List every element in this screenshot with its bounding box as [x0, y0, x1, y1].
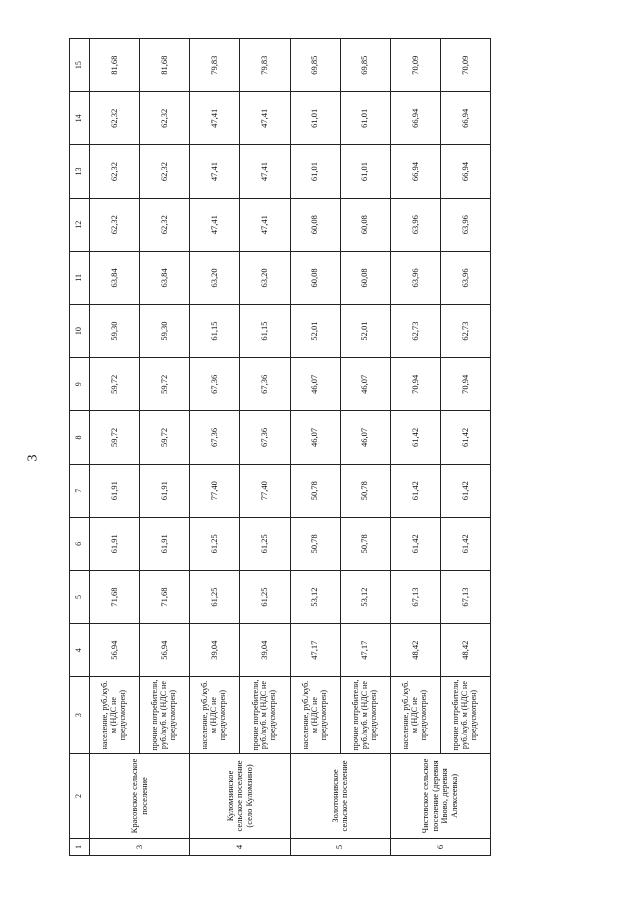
column-number-header: 11: [70, 251, 90, 304]
tariff-value-cell: 62,73: [390, 304, 440, 357]
tariff-value-cell: 61,42: [390, 464, 440, 517]
tariff-value-cell: 47,41: [190, 198, 240, 251]
tariff-value-cell: 63,96: [390, 198, 440, 251]
column-number-header: 3: [70, 677, 90, 754]
column-number-header: 5: [70, 570, 90, 623]
tariff-value-cell: 47,41: [240, 145, 290, 198]
column-number-header: 9: [70, 358, 90, 411]
column-number-header: 8: [70, 411, 90, 464]
tariff-value-cell: 46,07: [290, 358, 340, 411]
tariff-value-cell: 66,94: [390, 145, 440, 198]
tariff-value-cell: 53,12: [340, 570, 390, 623]
row-index-cell: 3: [90, 838, 190, 855]
consumer-category-cell: прочие потребители, руб./куб. м (НДС не предусмотрен): [240, 677, 290, 754]
column-number-header: 15: [70, 39, 90, 92]
tariff-value-cell: 71,68: [90, 570, 140, 623]
tariff-value-cell: 53,12: [290, 570, 340, 623]
tariff-value-cell: 66,94: [390, 92, 440, 145]
tariff-value-cell: 61,25: [190, 570, 240, 623]
tariff-value-cell: 61,42: [390, 517, 440, 570]
row-index-cell: 6: [390, 838, 490, 855]
row-index-cell: 4: [190, 838, 290, 855]
tariff-value-cell: 62,32: [90, 198, 140, 251]
tariff-value-cell: 61,42: [440, 517, 490, 570]
tariff-value-cell: 70,09: [440, 39, 490, 92]
table-row: [240, 39, 290, 856]
tariff-value-cell: 56,94: [90, 624, 140, 677]
tariff-value-cell: 61,01: [290, 92, 340, 145]
tariff-value-cell: 69,85: [290, 39, 340, 92]
tariff-value-cell: 63,84: [140, 251, 190, 304]
tariff-value-cell: 61,42: [440, 411, 490, 464]
tariff-value-cell: 62,73: [440, 304, 490, 357]
tariff-value-cell: 61,91: [140, 464, 190, 517]
tariff-table: [69, 38, 491, 856]
rotated-table-container: [69, 38, 491, 856]
consumer-category-cell: население, руб./куб. м (НДС не предусмотрен): [390, 677, 440, 754]
tariff-value-cell: 47,17: [340, 624, 390, 677]
tariff-value-cell: 67,36: [240, 358, 290, 411]
tariff-value-cell: 59,72: [140, 411, 190, 464]
settlement-name-cell: Красовское сельское поселение: [90, 753, 190, 838]
tariff-value-cell: 50,78: [290, 517, 340, 570]
tariff-value-cell: 56,94: [140, 624, 190, 677]
tariff-value-cell: 77,40: [240, 464, 290, 517]
tariff-value-cell: 50,78: [340, 464, 390, 517]
settlement-name-cell: Куломзинское сельское поселение (село Куломзино): [190, 753, 290, 838]
tariff-value-cell: 63,96: [390, 251, 440, 304]
tariff-value-cell: 60,08: [340, 198, 390, 251]
tariff-value-cell: 59,72: [90, 358, 140, 411]
tariff-value-cell: 59,72: [140, 358, 190, 411]
column-number-header: 4: [70, 624, 90, 677]
tariff-value-cell: 60,08: [340, 251, 390, 304]
tariff-value-cell: 62,32: [90, 145, 140, 198]
tariff-value-cell: 62,32: [140, 92, 190, 145]
tariff-value-cell: 61,01: [340, 92, 390, 145]
consumer-category-cell: прочие потребители, руб./куб. м (НДС не предусмотрен): [340, 677, 390, 754]
tariff-value-cell: 62,32: [140, 198, 190, 251]
table-row: [440, 39, 490, 856]
tariff-value-cell: 50,78: [290, 464, 340, 517]
tariff-value-cell: 61,91: [90, 517, 140, 570]
tariff-value-cell: 61,25: [190, 517, 240, 570]
tariff-value-cell: 46,07: [340, 411, 390, 464]
tariff-value-cell: 60,08: [290, 198, 340, 251]
tariff-value-cell: 63,20: [240, 251, 290, 304]
tariff-value-cell: 63,84: [90, 251, 140, 304]
tariff-value-cell: 61,15: [190, 304, 240, 357]
tariff-value-cell: 47,41: [240, 92, 290, 145]
tariff-value-cell: 63,96: [440, 198, 490, 251]
consumer-category-cell: население, руб./куб. м (НДС не предусмотрен): [290, 677, 340, 754]
tariff-value-cell: 67,36: [190, 411, 240, 464]
tariff-value-cell: 70,09: [390, 39, 440, 92]
tariff-value-cell: 77,40: [190, 464, 240, 517]
tariff-value-cell: 66,94: [440, 92, 490, 145]
tariff-value-cell: 61,25: [240, 570, 290, 623]
tariff-value-cell: 61,91: [90, 464, 140, 517]
tariff-value-cell: 50,78: [340, 517, 390, 570]
column-number-header: 7: [70, 464, 90, 517]
tariff-value-cell: 47,17: [290, 624, 340, 677]
tariff-value-cell: 61,42: [440, 464, 490, 517]
column-number-header: 13: [70, 145, 90, 198]
tariff-value-cell: 59,72: [90, 411, 140, 464]
table-row: [290, 39, 340, 856]
tariff-value-cell: 79,83: [190, 39, 240, 92]
tariff-value-cell: 71,68: [140, 570, 190, 623]
column-number-header: 1: [70, 838, 90, 855]
table-row: [340, 39, 390, 856]
tariff-value-cell: 52,01: [340, 304, 390, 357]
tariff-value-cell: 63,96: [440, 251, 490, 304]
table-row: [90, 39, 140, 856]
tariff-value-cell: 60,08: [290, 251, 340, 304]
column-number-header: 12: [70, 198, 90, 251]
table-row: [390, 39, 440, 856]
tariff-value-cell: 67,36: [240, 411, 290, 464]
tariff-value-cell: 70,94: [390, 358, 440, 411]
row-index-cell: 5: [290, 838, 390, 855]
consumer-category-cell: население, руб./куб. м (НДС не предусмотрен): [190, 677, 240, 754]
tariff-value-cell: 66,94: [440, 145, 490, 198]
tariff-value-cell: 61,25: [240, 517, 290, 570]
settlement-name-cell: Золотонивское сельское поселение: [290, 753, 390, 838]
tariff-value-cell: 46,07: [340, 358, 390, 411]
tariff-value-cell: 61,01: [290, 145, 340, 198]
tariff-value-cell: 70,94: [440, 358, 490, 411]
tariff-value-cell: 81,68: [140, 39, 190, 92]
tariff-value-cell: 79,83: [240, 39, 290, 92]
tariff-value-cell: 47,41: [190, 92, 240, 145]
tariff-value-cell: 59,30: [90, 304, 140, 357]
tariff-value-cell: 62,32: [140, 145, 190, 198]
column-number-header: 14: [70, 92, 90, 145]
tariff-value-cell: 69,85: [340, 39, 390, 92]
tariff-value-cell: 61,42: [390, 411, 440, 464]
table-row: [140, 39, 190, 856]
tariff-value-cell: 67,36: [190, 358, 240, 411]
column-number-header: 2: [70, 753, 90, 838]
consumer-category-cell: население, руб./куб. м (НДС не предусмотрен): [90, 677, 140, 754]
tariff-value-cell: 61,15: [240, 304, 290, 357]
column-number-header: 6: [70, 517, 90, 570]
consumer-category-cell: прочие потребители, руб./куб. м (НДС не предусмотрен): [140, 677, 190, 754]
tariff-value-cell: 62,32: [90, 92, 140, 145]
settlement-name-cell: Чистовское сельское поселение (деревня Ивово, деревня Алексеевка): [390, 753, 490, 838]
tariff-value-cell: 59,30: [140, 304, 190, 357]
table-row: [190, 39, 240, 856]
tariff-value-cell: 47,41: [240, 198, 290, 251]
tariff-value-cell: 52,01: [290, 304, 340, 357]
tariff-value-cell: 67,13: [390, 570, 440, 623]
tariff-value-cell: 81,68: [90, 39, 140, 92]
tariff-value-cell: 48,42: [390, 624, 440, 677]
tariff-value-cell: 46,07: [290, 411, 340, 464]
page-number: 3: [25, 454, 41, 462]
tariff-value-cell: 67,13: [440, 570, 490, 623]
tariff-value-cell: 61,01: [340, 145, 390, 198]
column-number-row: [70, 39, 90, 856]
consumer-category-cell: прочие потребители, руб./куб. м (НДС не предусмотрен): [440, 677, 490, 754]
tariff-value-cell: 39,04: [190, 624, 240, 677]
tariff-value-cell: 48,42: [440, 624, 490, 677]
column-number-header: 10: [70, 304, 90, 357]
tariff-value-cell: 63,20: [190, 251, 240, 304]
tariff-value-cell: 39,04: [240, 624, 290, 677]
tariff-value-cell: 61,91: [140, 517, 190, 570]
tariff-value-cell: 47,41: [190, 145, 240, 198]
